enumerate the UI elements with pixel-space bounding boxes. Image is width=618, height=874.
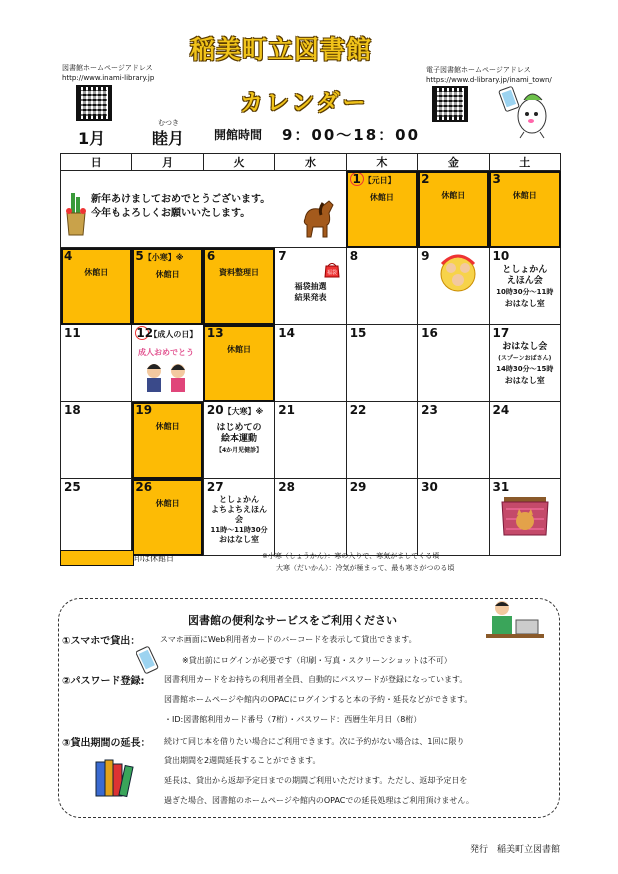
event-place: おはなし室 [219, 535, 260, 544]
service-2-line-2: 図書館ホームページや館内のOPACにログインすると本の予約・延長などができます。 [164, 695, 473, 704]
day-number: 24 [492, 403, 510, 417]
day-tag: 【大寒】※ [223, 407, 264, 416]
lucky-bag-label: 福袋 [327, 270, 338, 276]
weekday-thu: 木 [346, 154, 417, 171]
kotatsu-cat-icon [500, 491, 550, 537]
services-title: 図書館の便利なサービスをご利用ください [188, 614, 397, 627]
day-tag: 【元日】 [363, 176, 396, 185]
day-27 [203, 479, 274, 556]
library-url-label: 図書館ホームページアドレス [62, 64, 153, 72]
event-subtitle: (スプーンおばさん) [498, 355, 552, 362]
weekday-header-row [61, 154, 561, 171]
event-time: 14時30分～15時 [496, 365, 554, 373]
event-place: おはなし室 [504, 376, 545, 385]
day-28 [275, 479, 346, 556]
event-title-1: はじめての [216, 423, 262, 433]
horse-icon [297, 195, 341, 239]
event-subtitle: 【4か月児健診】 [215, 447, 263, 454]
day-note-2: 結果発表 [294, 293, 327, 302]
e-library-qr-code[interactable] [432, 86, 468, 122]
day-note: 休館日 [155, 422, 180, 431]
coming-of-age-banner: 成人おめでとう [138, 348, 195, 357]
day-number: 18 [64, 403, 81, 417]
day-7 [275, 248, 346, 325]
day-number: 2 [421, 172, 430, 186]
day-number: 26 [135, 480, 153, 494]
publisher: 発行 稲美町立図書館 [470, 845, 561, 855]
day-note: 休館日 [369, 193, 394, 202]
day-number: 1 [350, 172, 364, 186]
day-number: 6 [206, 249, 216, 263]
library-title: 稲美町立図書館 [190, 35, 373, 64]
day-number: 4 [64, 249, 73, 263]
new-year-greeting-cell [61, 171, 347, 248]
greeting-line-2: 今年もよろしくお願いいたします。 [91, 208, 251, 219]
day-8 [346, 248, 417, 325]
service-2-line-3: ・ID:図書館利用カード番号（7桁）・パスワード：西暦生年月日（8桁） [164, 715, 422, 724]
day-19 [132, 402, 203, 479]
day-9 [418, 248, 489, 325]
day-15 [346, 325, 417, 402]
coming-of-age-icon [136, 345, 196, 393]
seven-lucky-gods-icon [438, 250, 478, 298]
day-number: 17 [492, 326, 510, 340]
day-17 [489, 325, 560, 402]
service-3-line-3: 延長は、貸出から返却予定日までの期間ご利用いただけます。ただし、返却予定日を [164, 776, 468, 785]
event-title-2: 絵本運動 [221, 434, 258, 444]
day-number: 22 [349, 403, 367, 417]
event-title: おはなし会 [502, 342, 548, 352]
day-number: 13 [206, 326, 224, 340]
weekday-wed: 水 [275, 154, 346, 171]
library-qr-code[interactable] [76, 85, 112, 121]
day-number: 16 [421, 326, 438, 340]
weekday-tue: 火 [203, 154, 274, 171]
day-22 [346, 402, 417, 479]
day-6 [203, 248, 274, 325]
lucky-bag-icon [323, 260, 341, 278]
season-notes [262, 550, 454, 574]
day-number: 12 [136, 326, 154, 340]
service-1-heading: ①スマホで貸出： [62, 636, 141, 647]
day-4 [61, 248, 132, 325]
month-number: 1月 [78, 129, 106, 148]
service-2-heading: ②パスワード登録: [62, 676, 145, 687]
day-25 [61, 479, 132, 556]
calendar-week [61, 402, 561, 479]
kadomatsu-icon [63, 189, 89, 239]
weekday-sun: 日 [61, 154, 132, 171]
books-icon [92, 756, 140, 800]
day-10 [489, 248, 560, 325]
e-library-url-label: 電子図書館ホームページアドレス [426, 66, 531, 74]
service-2-line-1: 図書利用カードをお持ちの利用者全員、自動的にパスワードが登録になっています。 [164, 675, 468, 684]
library-url[interactable]: http://www.inami-library.jp [62, 74, 155, 82]
weekday-mon: 月 [132, 154, 203, 171]
day-number: 27 [206, 480, 224, 494]
service-1-line-1: スマホ画面にWeb利用者カードのバーコードを表示して貸出できます。 [160, 635, 417, 644]
calendar-title: カレンダー [240, 90, 369, 116]
opening-hours: 9：00～18：00 [282, 126, 421, 144]
event-title-3: 会 [235, 515, 244, 524]
day-12 [132, 325, 203, 402]
day-14 [275, 325, 346, 402]
day-number: 25 [64, 480, 81, 494]
weekday-fri: 金 [418, 154, 489, 171]
e-library-url[interactable]: https://www.d-library.jp/inami_town/ [426, 76, 552, 84]
calendar-week [61, 325, 561, 402]
event-title-1: としょかん [219, 495, 260, 504]
day-note: 休館日 [84, 268, 109, 277]
day-note: 休館日 [227, 345, 252, 354]
day-number: 15 [349, 326, 367, 340]
weekday-sat: 土 [489, 154, 560, 171]
day-note: 休館日 [441, 191, 466, 200]
day-number: 21 [278, 403, 295, 417]
mascot-illustration [496, 86, 554, 140]
day-20 [203, 402, 274, 479]
day-tag: 【成人の日】 [149, 330, 198, 339]
person-at-computer-icon [484, 598, 546, 644]
note-daikan: 大寒（だいかん）：冷気が極まって、最も寒さがつのる頃 [276, 564, 455, 572]
day-number: 7 [278, 249, 287, 263]
event-title-1: としょかん [502, 265, 548, 275]
calendar-week [61, 171, 561, 248]
day-number: 5 [135, 249, 144, 263]
service-3-heading: ③貸出期間の延長： [62, 738, 151, 749]
day-number: 28 [278, 480, 295, 494]
event-place: おはなし室 [504, 299, 545, 308]
event-time: 11時～11時30分 [210, 526, 268, 534]
day-number: 10 [492, 249, 510, 263]
calendar-grid [60, 153, 561, 556]
day-26 [132, 479, 203, 556]
service-3-line-4: 過ぎた場合、図書館のホームページや館内のOPACでの延長処理はご利用頂けません。 [164, 796, 474, 805]
day-number: 19 [135, 403, 153, 417]
event-title-2: えほん会 [506, 276, 543, 286]
day-number: 29 [349, 480, 367, 494]
day-number: 30 [421, 480, 438, 494]
closed-day-swatch [60, 550, 134, 566]
day-number: 9 [421, 249, 430, 263]
closed-day-legend: 印は休館日 [134, 554, 174, 563]
day-31 [489, 479, 560, 556]
opening-hours-label: 開館時間 [214, 128, 263, 142]
day-number: 23 [421, 403, 438, 417]
service-3-line-2: 貸出期間を2週間延長することができます。 [164, 756, 321, 765]
day-29 [346, 479, 417, 556]
day-note-1: 福袋抽選 [294, 282, 327, 291]
service-1-line-2: ※貸出前にログインが必要です（印刷・写真・スクリーンショットは不可） [182, 656, 452, 665]
day-21 [275, 402, 346, 479]
day-number: 11 [64, 326, 81, 340]
day-number: 8 [349, 249, 359, 263]
day-24 [489, 402, 560, 479]
day-13 [203, 325, 274, 402]
calendar-week [61, 248, 561, 325]
day-16 [418, 325, 489, 402]
day-number: 3 [492, 172, 501, 186]
day-number: 14 [278, 326, 295, 340]
day-note: 休館日 [155, 499, 180, 508]
day-note: 資料整理日 [219, 268, 260, 277]
day-18 [61, 402, 132, 479]
month-name-ruby: むつき [158, 119, 179, 127]
day-note: 休館日 [155, 270, 180, 279]
day-5 [132, 248, 203, 325]
event-title-2: よちよちえほん [211, 505, 268, 514]
day-number: 20 [206, 403, 224, 417]
day-11 [61, 325, 132, 402]
day-2 [418, 171, 489, 248]
day-30 [418, 479, 489, 556]
note-shokan: ※小寒（しょうかん）：寒の入りで、寒気がましてくる頃 [262, 552, 440, 560]
service-3-line-1: 続けて同じ本を借りたい場合にご利用できます。次に予約がない場合は、1回に限り [164, 737, 465, 746]
event-time: 10時30分～11時 [496, 288, 554, 296]
day-tag: 【小寒】※ [143, 253, 184, 262]
day-1 [346, 171, 417, 248]
day-3 [489, 171, 560, 248]
day-number: 31 [492, 480, 510, 494]
month-name: 睦月 [152, 129, 185, 148]
day-23 [418, 402, 489, 479]
day-note: 休館日 [512, 191, 537, 200]
calendar-week [61, 479, 561, 556]
greeting-line-1: 新年あけましておめでとうございます。 [91, 194, 271, 205]
